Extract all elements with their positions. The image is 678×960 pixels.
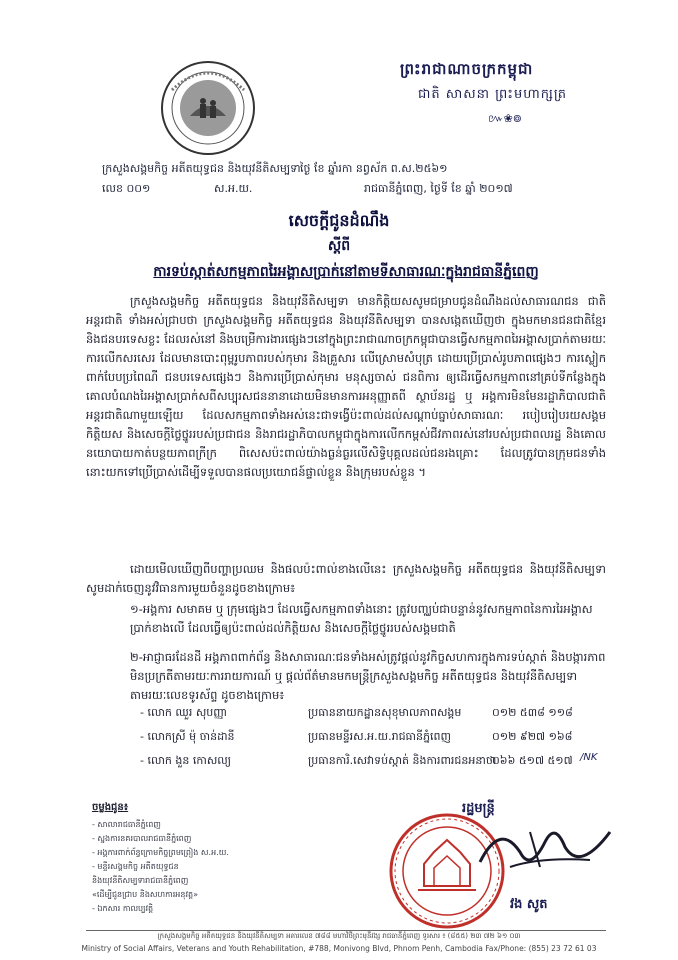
ministry-name: ក្រសួងសង្គមកិច្ច អតីតយុទ្ធជន និងយុវនីតិសម្បទា [102,162,301,175]
measure-item-2: ២-អាជ្ញាធរដែនដី អង្គភាពពាក់ព័ន្ធ និងសាធារណៈជនទាំងអស់ត្រូវផ្តល់នូវកិច្ចសហការក្នុងការទប់ស្កាត់ និងបង្ការភាពមិនប្រក្រតីតាមរយៈការរាយការណ៍ ឬ ផ្តល់ព័ត៌មានមកមន្ត្រីក្រសួងសង្គមកិច្ច អតីតយុទ្ធជន និងយុវនីតិសម្បទា តាមរយៈលេខទូរស័ព្ទ ដូចខាងក្រោម៖ [130,650,606,702]
footer-divider [86,930,606,931]
contact-phone: ០៦៦ ៥១៧ ៥១៧ [492,754,573,767]
contact-role: ប្រធានមន្ទីរស.អ.យ.រាជធានីភ្នំពេញ [308,730,451,743]
cc-item: និងយុវនីតិសម្បទារាជធានីភ្នំពេញ [92,876,189,885]
notice-about: ស្តីពី [327,238,351,254]
issue-date: រាជធានីភ្នំពេញ, ថ្ងៃទី ខែ ឆ្នាំ ២០១៧ [364,182,513,195]
signatory-title: រដ្ឋមន្ត្រី [462,801,495,816]
signatory-name: វង សូត [510,897,548,912]
contact-role: ប្រធាននាយកដ្ឋានសុខុមាលភាពសង្គម [308,706,462,719]
cc-item: - ស្នងការនគរបាលរាជធានីភ្នំពេញ [92,834,192,843]
footer-address-khmer: ក្រសួងសង្គមកិច្ច អតីតយុទ្ធជន និងយុវនីតិសម្បទា អគារលេខ ៧៨៨ មហាវិថីព្រះមុនីវង្ស រាជធានីភ្នំពេញ ទូរសារ ៖ (៨៥៥) ២៣ ៧២ ៦១ ០៣ [157,932,521,940]
contact-name: - លោក ឈួរ សុបញ្ញា [140,706,228,719]
cc-item: - ឯកសារ កាលប្បវត្តិ [92,904,154,913]
kingdom-header: ព្រះរាជាណាចក្រកម្ពុជា [400,60,534,78]
body-paragraph-1: ក្រសួងសង្គមកិច្ច អតីតយុទ្ធជន និងយុវនីតិសម្បទា មានកិត្តិយសសូមជម្រាបជូនដំណឹងដល់សាធារណជន ជាតិ អន្តរជាតិ ទាំងអស់ជ្រាបថា ក្រសួងសង្គមកិច្ច អតីតយុទ្ធជន និងយុវនីតិសម្បទា បានសង្កេតឃើញថា ក្នុងមកមានជនជាតិខ្មែរ និងជនបរទេសខ្លះ ដែលរស់នៅ និងបម្រើការងារផ្សេងៗនៅក្នុងព្រះរាជាណាចក្រកម្ពុជាបានធ្វើសកម្មភាពរៃអង្គាសប្រាក់តាមរយៈការលើកសរសេរ ដែលមានបោះពុម្ពរូបភាពរបស់កុមារ និងគ្រួសារ លើស្រោមសំបុត្រ ដោយប្រើប្រាស់រូបភាពផ្សេងៗ ការស្លៀកពាក់បែបប្រពៃណី ជនបរទេសផ្សេងៗ និងការប្រើប្រាស់កុមារ មនុស្សចាស់ ជនពិការ ឲ្យដើរធ្វើសកម្មភាពនៅគ្រប់ទីកន្លែងក្នុងគោលបំណងរៃអង្គាសប្រាក់សពីសប្បុរសជននានាដោយមិនមានការអនុញ្ញាតពី ស្ថាប័នរដ្ឋ ឬ អង្គការមិនមែនរដ្ឋាភិបាលជាតិ អន្តរជាតិណាមួយឡើយ ដែលសកម្មភាពទាំងអស់នេះជាទង្វើប៉ះពាល់ដល់សណ្តាប់ធ្នាប់សាធារណៈ របៀបរៀបរយសង្គម កិត្តិយស និងសេចក្តីថ្លៃថ្នូររបស់ប្រជាជន និងរាជរដ្ឋាភិបាលកម្ពុជាក្នុងការលើកកម្ពស់ជីវភាពរស់នៅរបស់ប្រជាពលរដ្ឋ និងគោលនយោបាយកាត់បន្ថយភាពក្រីក្រ ពិសេសប៉ះពាល់យ៉ាងធ្ងន់ធ្ងរលើសិទ្ធិបុគ្គលដល់ជនរងគ្រោះ ដែលត្រូវបានក្រុមជនទាំងនោះយកទៅប្រើប្រាស់ដើម្បីទទួលបានផលប្រយោជន៍ផ្ទាល់ខ្លួន និងក្រុមរបស់ខ្លួន ។ [86,294,606,479]
cc-item: - សាលារាជធានីភ្នំពេញ [92,820,161,829]
cc-list [92,818,229,916]
cc-title: ចម្លងជូន៖ [92,802,129,813]
handwritten-initials: /NK [580,752,598,763]
cc-item: - មន្ទីរសង្គមកិច្ច អតីតយុទ្ធជន [92,862,179,871]
body-paragraph-2: ដោយមើលឃើញពីបញ្ហាប្រឈម និងផលប៉ះពាល់ខាងលើនេះ ក្រសួងសង្គមកិច្ច អតីតយុទ្ធជន និងយុវនីតិសម្បទា សូមដាក់ចេញនូវវិធានការមួយចំនួនដូចខាងក្រោម៖ [86,562,606,595]
national-motto: ជាតិ សាសនា ព្រះមហាក្សត្រ [418,87,567,102]
cc-item: - អង្គការពាក់ព័ន្ធក្រោមកិច្ចព្រមព្រៀង ស.អ.យ. [92,848,229,857]
ornament: ៚❀៙ [488,112,522,125]
contact-role: ប្រធានការិ.សេវាទប់ស្កាត់ និងការពារជនអនាថា [308,754,497,767]
footer-address-english: Ministry of Social Affairs, Veterans and Youth Rehabilitation, #788, Monivong Blvd, Phnom Penh, Cambodia Fax/Phone: (855) 23 72 61 03 [81,944,597,953]
signature [470,812,620,882]
lunar-date: ថ្ងៃ ខែ ឆ្នាំរកា នព្វស័ក ព.ស.២៥៦១ [300,162,448,175]
cc-item: «ដើម្បីជូនជ្រាប និងសហការអនុវត្ត» [92,890,198,899]
notice-title: សេចក្តីជូនដំណឹង [288,211,390,230]
reference-number: លេខ ០០១ [102,182,151,195]
contact-name: - លោក ងួន កោសល្យ [140,754,232,767]
ministry-logo [160,60,256,156]
contact-phone: ០១២ ៩២៧ ១៦៨ [492,730,573,743]
contact-phone: ០១២ ៥៣៨ ១១៨ [492,706,573,719]
contact-name: - លោកស្រី ម៉ុ ចាន់ដានី [140,730,235,743]
notice-subject: ការទប់ស្កាត់សកម្មភាពរៃអង្គាសប្រាក់នៅតាមទីសាធារណៈក្នុងរាជធានីភ្នំពេញ [153,264,539,280]
reference-code: ស.អ.យ. [214,182,253,195]
measure-item-1: ១-អង្គការ សមាគម ឬ ក្រុមផ្សេងៗ ដែលធ្វើសកម្មភាពទាំងនោះ ត្រូវបញ្ឈប់ជាបន្ទាន់នូវសកម្មភាពនៃការរៃអង្គាសប្រាក់ខាងលើ ដែលធ្វើឲ្យប៉ះពាល់ដល់កិត្តិយស និងសេចក្តីថ្លៃថ្នូររបស់សង្គមជាតិ [130,602,593,635]
